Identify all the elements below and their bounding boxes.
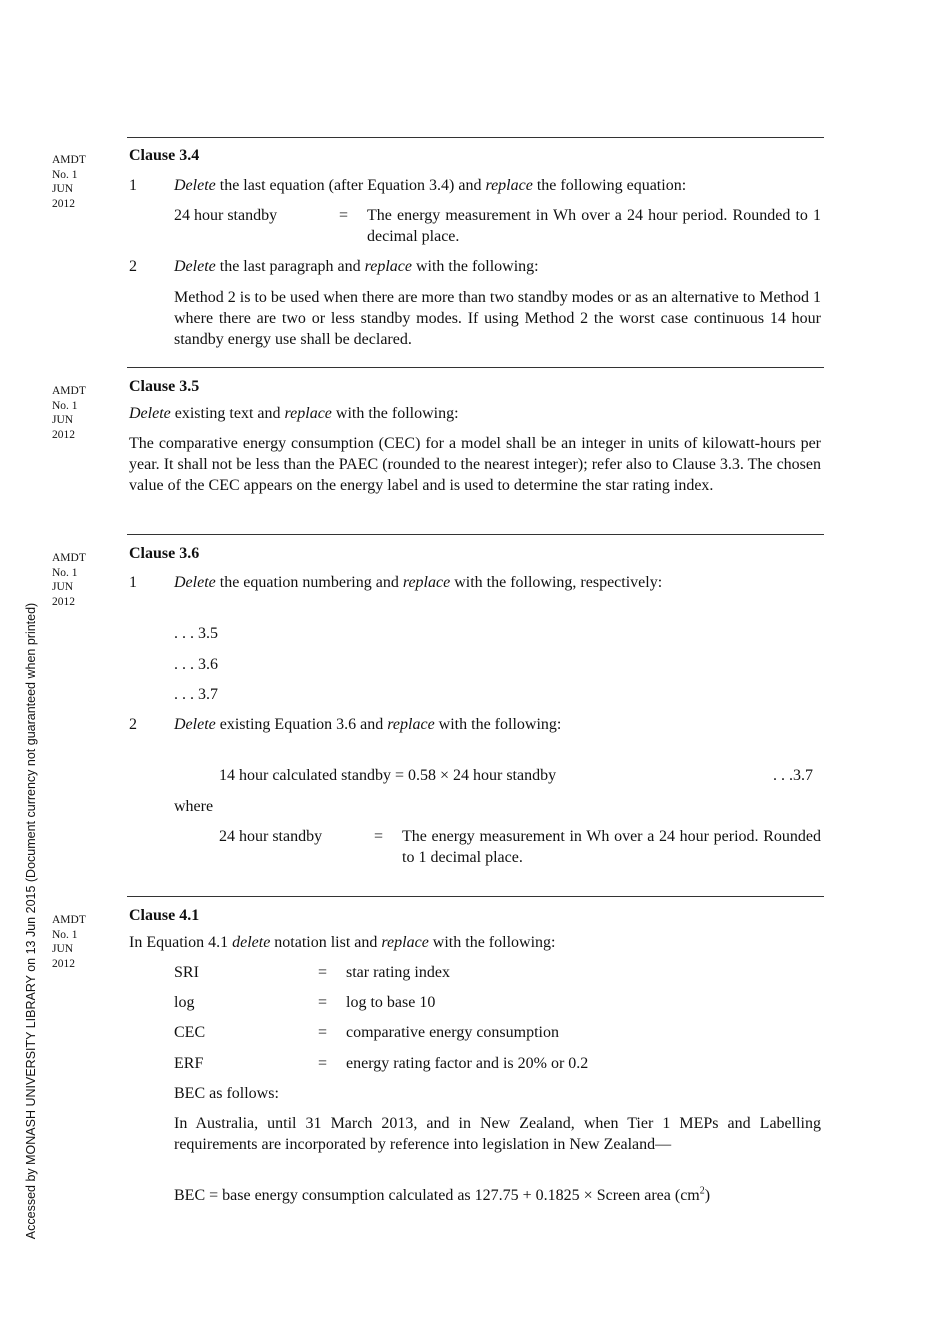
bec-formula: BEC = base energy consumption calculated as 127.75 + 0.1825 × Screen area $(cm^2)$ [174,1185,711,1204]
bec-paragraph: In Australia, until 31 March 2013, and in New Zealand, when Tier 1 MEPs and Labelling requirements are incorporated by reference into legislation in New Zealand— [174,1115,821,1153]
replacement-paragraph: Method 2 is to be used when there are more than two standby modes or as an alternative to Method 1 where there are two or less standby modes. If using Method 2 the worst case continuous 14 hour standby energy use shall be declared. [174,289,821,348]
amendment-year: 2012 [52,595,75,608]
instruction-text: Delete the last paragraph and replace with the following: [174,258,539,275]
amendment-label: AMDT [52,552,86,564]
item-number: 2 [129,258,137,275]
notation-term: log [174,994,195,1011]
equation: 14 hour calculated standby = 0.58 × 24 hour standby [219,767,557,784]
definition-equals: = [339,207,349,224]
notation-definition: star rating index [346,964,450,981]
notation-definition: energy rating factor and is 20% or 0.2 [346,1055,589,1072]
amendment-month: JUN [52,183,74,195]
amendment-note [52,384,86,442]
amendment-month: JUN [52,943,74,955]
item-number: 1 [129,177,137,194]
amendment-month: JUN [52,414,74,426]
clause-heading: Clause 3.5 [129,378,200,395]
amendment-label: AMDT [52,385,86,397]
section-divider [127,367,824,368]
notation-equals: = [318,1024,328,1041]
item-number: 2 [129,716,137,733]
instruction-text: Delete existing Equation 3.6 and replace with the following: [174,716,562,733]
amendment-year: 2012 [52,957,75,970]
amendment-number: No. 1 [52,168,78,181]
section-divider [127,896,824,897]
notation-term: SRI [174,964,199,981]
amendment-number: No. 1 [52,566,78,579]
amendment-label: AMDT [52,154,86,166]
notation-equals: = [318,964,328,981]
instruction-text: In Equation 4.1 delete notation list and replace with the following: [129,934,556,951]
definition-equals: = [374,828,384,845]
section-divider [127,534,824,535]
equation-number: . . . 3.5 [174,625,218,642]
definition-term: 24 hour standby [174,207,278,224]
amendment-year: 2012 [52,428,75,441]
notation-definition: log to base 10 [346,994,436,1011]
amendment-note [52,153,86,211]
instruction-text: Delete the equation numbering and replace with the following, respectively: [174,574,663,591]
item-number: 1 [129,574,137,591]
access-watermark-note: Accessed by MONASH UNIVERSITY LIBRARY on 13 Jun 2015 (Document currency not guaranteed when printed) [24,602,38,1240]
replacement-paragraph: The comparative energy consumption (CEC) for a model shall be an integer in units of kilowatt-hours per year. It shall not be less than the PAEC (rounded to the nearest integer); refer also to Clause 3.3. The chosen value of the CEC appears on the energy label and is used to determine the star rating index. [129,435,821,494]
definition-term: 24 hour standby [219,828,323,845]
section-divider [127,137,824,138]
definition-text: The energy measurement in Wh over a 24 hour period. Rounded to 1 decimal place. [367,207,821,245]
definition-text: The energy measurement in Wh over a 24 hour period. Rounded to 1 decimal place. [402,828,821,866]
bec-label: BEC as follows: [174,1085,279,1102]
notation-term: ERF [174,1055,204,1072]
clause-heading: Clause 3.4 [129,147,200,164]
amendment-note [52,551,86,609]
notation-definition: comparative energy consumption [346,1024,559,1041]
equation-number: . . . 3.7 [174,686,218,703]
notation-equals: = [318,994,328,1011]
amendment-note [52,913,86,971]
notation-term: CEC [174,1024,206,1041]
clause-heading: Clause 4.1 [129,907,200,924]
amendment-label: AMDT [52,914,86,926]
amendment-year: 2012 [52,197,75,210]
amendment-number: No. 1 [52,928,78,941]
equation-number: . . . 3.6 [174,656,218,673]
amendment-month: JUN [52,581,74,593]
clause-heading: Clause 3.6 [129,545,200,562]
instruction-text: Delete existing text and replace with the following: [129,405,459,422]
equation-reference: . . .3.7 [773,767,813,784]
amendment-number: No. 1 [52,399,78,412]
where-label: where [174,798,214,815]
instruction-text: Delete the last equation (after Equation 3.4) and replace the following equation: [174,177,687,194]
notation-equals: = [318,1055,328,1072]
